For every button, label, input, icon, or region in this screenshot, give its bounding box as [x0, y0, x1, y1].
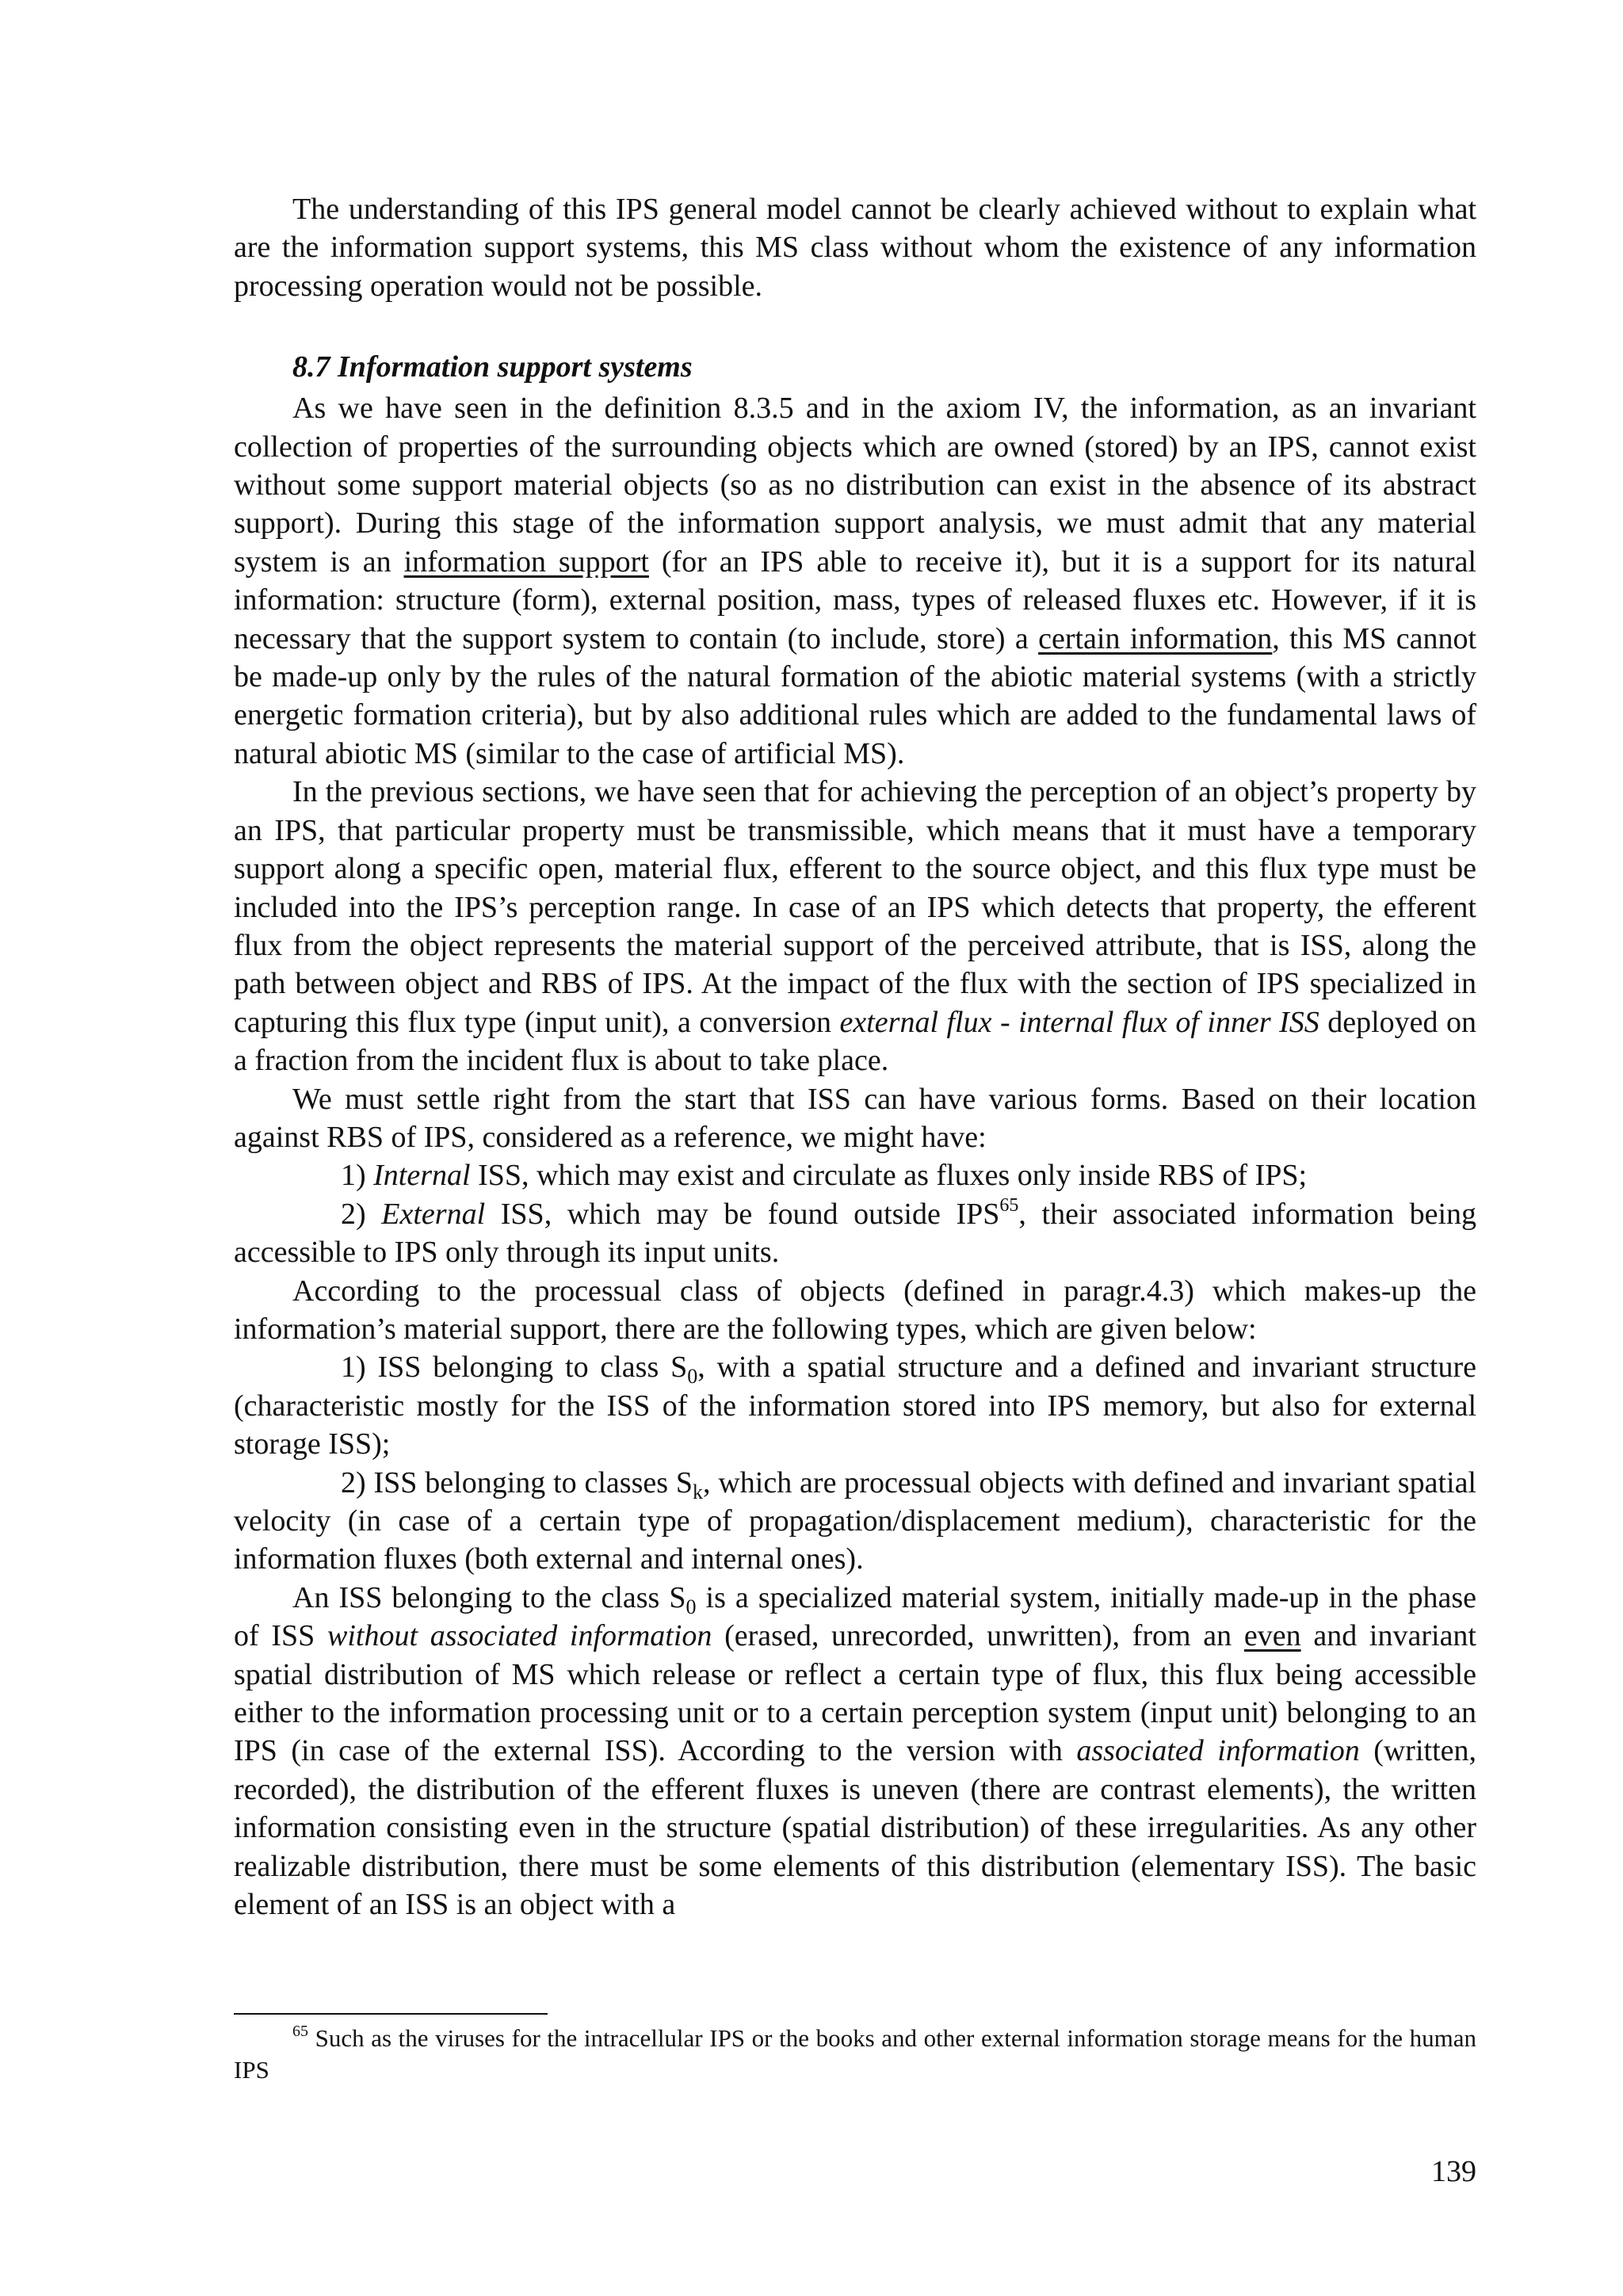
p5-text-d: and invariant spatial distribution of MS which release or reflect a certain type of flux, this flux being accessible either to the information processing unit or to a certain perception system (input unit) belonging to an IPS (in case of the external ISS). According to the version with [234, 1619, 1476, 1768]
list-text: , their associated information being accessible to IPS only through its input units. [234, 1197, 1477, 1270]
footnote [234, 2023, 1476, 2086]
section-heading: 8.7 Information support systems [292, 350, 693, 384]
underlined-term-certain-information: certain information [1038, 621, 1273, 655]
list-item-class-s0 [234, 1348, 1476, 1463]
p2-italic-conversion: external flux - internal flux of inner ISS [839, 1005, 1319, 1039]
list-item-internal-iss [234, 1156, 1476, 1194]
subscript: 0 [685, 1595, 697, 1618]
page-body [234, 190, 1476, 1924]
intro-paragraph [234, 190, 1476, 305]
p5-text-c: (erased, unrecorded, unwritten), from an [712, 1619, 1244, 1653]
list-text: ISS [485, 1197, 544, 1231]
p5-text-e: (written, recorded), the distribution of the efferent fluxes is uneven (there are contrast elements), the written information consisting even in the structure (spatial distribution) of these irregularities. As any other realizable distribution, there must be some elements of this distribution (elementary ISS). The basic element of an ISS is an object with a [234, 1734, 1476, 1922]
list-text: 2) ISS belonging to classes S [341, 1465, 693, 1499]
paragraph-processual-class [234, 1272, 1476, 1349]
footnote-divider [234, 2013, 548, 2015]
p2-text-b: deployed on a fraction from the incident flux is about to take place. [234, 1005, 1476, 1078]
list-term-internal: Internal [373, 1159, 471, 1193]
list-term-external: External [381, 1197, 486, 1231]
list-item-external-iss [234, 1195, 1476, 1272]
list-text: , which are processual objects with defined and invariant spatial velocity (in case of a certain type of propagation/displacement medium), characteristic for the information fluxes (both external and internal ones). [234, 1465, 1476, 1576]
p5-text-b: is a specialized material system, initially made-up in the phase of ISS [234, 1580, 1477, 1653]
footnote-mark: 65 [292, 2023, 308, 2040]
subscript: k [693, 1480, 703, 1503]
p1-text-c: , this MS cannot be made-up only by the rules of the natural formation of the abiotic material systems (with a strictly energetic formation criteria), but by also additional rules which are added to the fundamental laws of natural abiotic MS (similar to the case of artificial MS). [234, 621, 1476, 770]
p3-text: We must settle right from the start that ISS can have various forms. Based on their location against RBS of IPS, considered as a reference, we might have: [234, 1082, 1476, 1154]
p5-italic-without-info: without associated information [327, 1619, 712, 1653]
underlined-term-even: even [1243, 1619, 1301, 1653]
paragraph-iss-s0 [234, 1579, 1476, 1924]
p4-text: According to the processual class of objects (defined in paragr.4.3) which makes-up the information’s material support, there are the following types, which are given below: [234, 1274, 1476, 1346]
list-text: , with a spatial structure and a defined and invariant structure (characteristic mostly for the ISS of the information stored into IPS memory, but also for external storage ISS); [234, 1350, 1477, 1461]
paragraph-iss-forms [234, 1080, 1476, 1157]
list-text: 1) ISS belonging to class S [341, 1350, 688, 1385]
list-text: ISS, which may exist and circulate as fluxes only inside RBS of IPS; [470, 1159, 1308, 1193]
p1-text-a: As we have seen in the definition 8.3.5 and in the axiom IV, the information, as an invariant collection of properties of the surrounding objects which are owned (stored) by an IPS, cannot exist without some support material objects (so as no distribution can exist in the absence of its abstract support). During this stage of the information support analysis, we must admit that any material system is an [234, 392, 1476, 579]
paragraph-perception [234, 773, 1476, 1079]
paragraph-information-support [234, 389, 1476, 773]
underlined-term-information-support: information support [403, 544, 649, 579]
intro-text: The understanding of this IPS general model cannot be clearly achieved without to explain what are the information support systems, this MS class without whom the existence of any information processing operation would not be possible. [234, 193, 1476, 303]
list-number: 2) [341, 1197, 382, 1231]
subscript: 0 [687, 1365, 698, 1389]
p5-italic-associated-info: associated information [1076, 1734, 1360, 1768]
list-item-class-sk [234, 1464, 1476, 1579]
footnote-reference: 65 [999, 1194, 1019, 1216]
p1-text-b: (for an IPS able to receive it), but it is a support for its natural information: structure (form), external position, mass, types of released fluxes etc. However, if it is necessary that the support system to contain (to include, store) a [234, 544, 1476, 655]
p2-text-a: In the previous sections, we have seen that for achieving the perception of an object’s property by an IPS, that particular property must be transmissible, which means that it must have a temporary support along a specific open, material flux, efferent to the source object, and this flux type must be included into the IPS’s perception range. In case of an IPS which detects that property, the efferent flux from the object represents the material support of the perceived attribute, that is ISS, along the path between object and RBS of IPS. At the impact of the flux with the section of IPS specialized in capturing this flux type (input unit), a conversion [234, 775, 1476, 1039]
p5-text-a: An ISS belonging to the class S [292, 1580, 686, 1614]
list-text: , which may be found outside IPS [544, 1197, 1000, 1231]
footnote-text: Such as the viruses for the intracellular IPS or the books and other external information storage means for the human IPS [234, 2024, 1476, 2084]
list-number: 1) [341, 1159, 374, 1193]
page-number: 139 [1431, 2155, 1476, 2188]
